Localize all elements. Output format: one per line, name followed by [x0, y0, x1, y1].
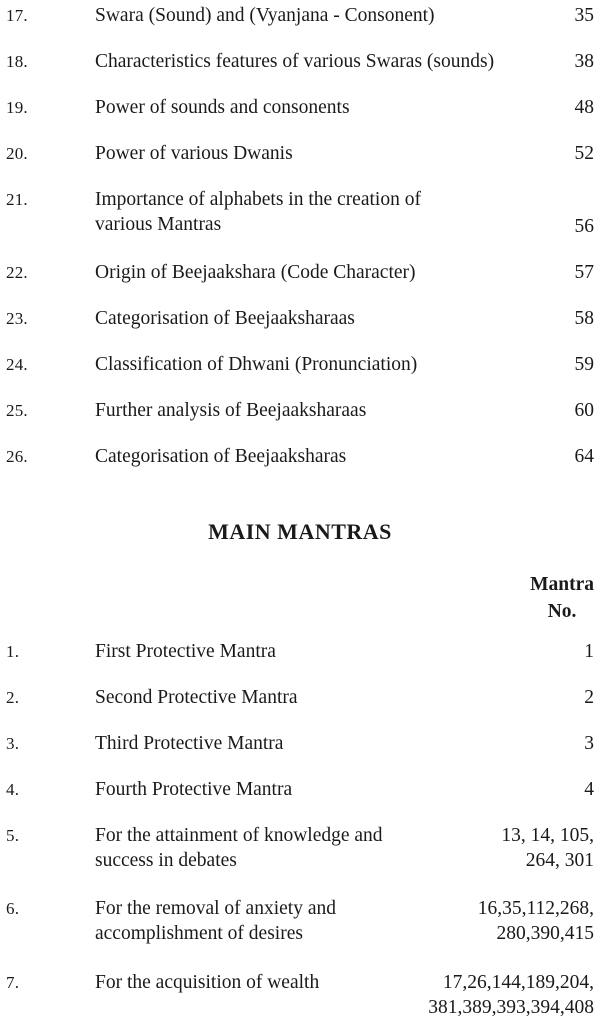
entry-number: 23.: [6, 309, 28, 328]
entry-title: Power of various Dwanis: [95, 143, 293, 164]
mantra-number: 2: [584, 687, 594, 708]
entry-title: Second Protective Mantra: [95, 687, 298, 708]
page-number: 58: [574, 308, 594, 329]
page-number: 64: [574, 446, 594, 467]
entry-title: For the attainment of knowledge and success in debates: [95, 825, 383, 871]
page-number: 38: [574, 51, 594, 72]
entry-number: 19.: [6, 98, 28, 117]
entry-title: Importance of alphabets in the creation of various Mantras: [95, 189, 421, 235]
entry-title: Further analysis of Beejaaksharaas: [95, 400, 367, 421]
page-number: 57: [574, 262, 594, 283]
entry-number: 18.: [6, 52, 28, 71]
page-number: 56: [574, 216, 594, 237]
entry-title: For the removal of anxiety and accomplishment of desires: [95, 898, 336, 944]
mantra-number: 17,26,144,189,204, 381,389,393,394,408: [428, 972, 594, 1018]
entry-title: Swara (Sound) and (Vyanjana - Consonent): [95, 5, 435, 26]
entry-number: 7.: [6, 973, 20, 992]
page-number: 59: [574, 354, 594, 375]
entry-number: 2.: [6, 688, 20, 707]
entry-title: Classification of Dhwani (Pronunciation): [95, 354, 418, 375]
mantra-number: 4: [584, 779, 594, 800]
entry-number: 3.: [6, 734, 20, 753]
mantra-number-column-header: Mantra No.: [530, 574, 594, 622]
entry-title: Categorisation of Beejaaksharas: [95, 446, 347, 467]
mantra-number: 13, 14, 105, 264, 301: [501, 825, 594, 871]
entry-number: 26.: [6, 447, 28, 466]
entry-title: Third Protective Mantra: [95, 733, 284, 754]
entry-number: 25.: [6, 401, 28, 420]
section-heading: MAIN MANTRAS: [208, 519, 392, 544]
entry-title: First Protective Mantra: [95, 641, 276, 662]
page-number: 60: [574, 400, 594, 421]
entry-number: 1.: [6, 642, 20, 661]
page-number: 48: [574, 97, 594, 118]
mantra-number: 1: [584, 641, 594, 662]
entry-title: Categorisation of Beejaaksharaas: [95, 308, 355, 329]
entry-title: Fourth Protective Mantra: [95, 779, 293, 800]
entry-number: 6.: [6, 899, 20, 918]
entry-number: 20.: [6, 144, 28, 163]
mantra-number: 16,35,112,268, 280,390,415: [477, 898, 594, 944]
entry-number: 22.: [6, 263, 28, 282]
entry-title: For the acquisition of wealth: [95, 972, 320, 993]
mantra-number: 3: [584, 733, 594, 754]
page-number: 35: [574, 5, 594, 26]
entry-number: 24.: [6, 355, 28, 374]
page-number: 52: [574, 143, 594, 164]
entry-number: 5.: [6, 826, 20, 845]
entry-number: 17.: [6, 6, 28, 25]
entry-number: 21.: [6, 190, 28, 209]
entry-number: 4.: [6, 780, 20, 799]
entry-title: Origin of Beejaakshara (Code Character): [95, 262, 416, 283]
entry-title: Power of sounds and consonents: [95, 97, 350, 118]
entry-title: Characteristics features of various Swaras (sounds): [95, 51, 495, 72]
